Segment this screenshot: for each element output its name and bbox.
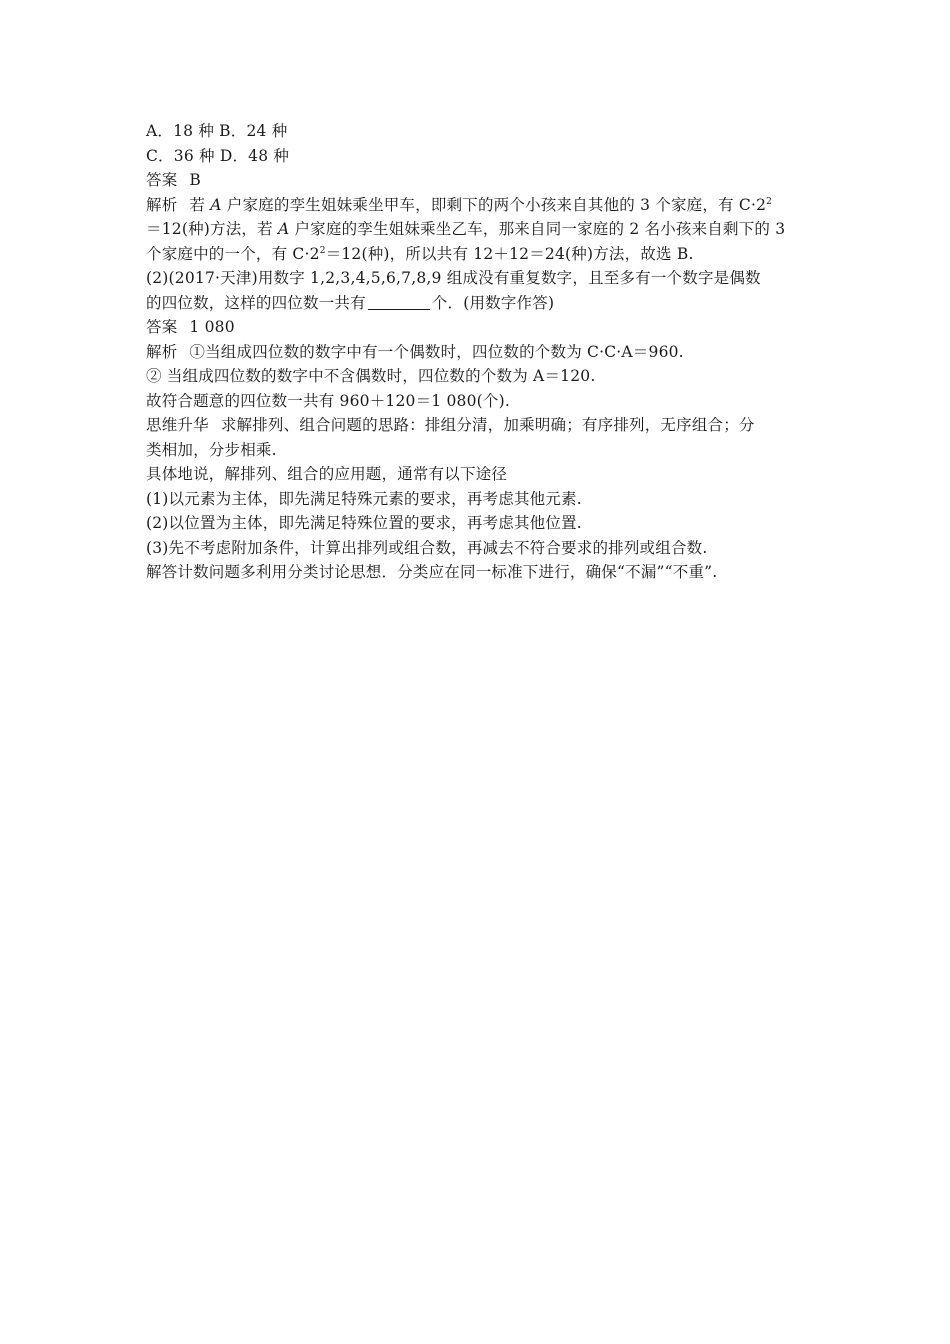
answer-blank	[368, 295, 430, 310]
text-segment: ①当组成四位数的数字中有一个偶数时，四位数的个数为 C·C·A＝960.	[189, 342, 684, 361]
text-segment: ＝12(种)方法，若	[146, 220, 278, 238]
answer-label: 答案	[146, 171, 178, 189]
summary-line-7: 解答计数问题多利用分类讨论思想．分类应在同一标准下进行，确保“不漏”“不重”.	[146, 563, 718, 581]
option-line-ab: A．18 种 B．24 种	[146, 122, 288, 140]
text-segment: 户家庭的孪生姐妹乘坐乙车，那来自同一家庭的 2 名小孩来自剩下的 3	[289, 220, 786, 238]
text-segment: 户家庭的孪生姐妹乘坐甲车，即剩下的两个小孩来自其他的 3 个家庭，有 C·2	[221, 195, 767, 214]
text-segment: 个家庭中的一个，有 C·2	[146, 244, 320, 263]
text-segment: 个．(用数字作答)	[431, 293, 555, 312]
superscript: 2	[766, 196, 773, 207]
q1-analysis-line-1	[146, 193, 826, 218]
answer-label: 答案	[146, 318, 178, 336]
summary-line-5: (2)以位置为主体，即先满足特殊位置的要求，再考虑其他位置.	[146, 514, 582, 532]
summary-label: 思维升华	[146, 416, 209, 434]
summary-line-6: (3)先不考虑附加条件，计算出排列或组合数，再减去不符合要求的排列或组合数.	[146, 538, 708, 557]
summary-line-3: 具体地说，解排列、组合的应用题，通常有以下途径	[146, 465, 508, 483]
q1-analysis-line-3	[146, 242, 826, 267]
summary-line-4: (1)以元素为主体，即先满足特殊元素的要求，再考虑其他元素.	[146, 489, 582, 508]
q2-analysis-line-3: 故符合题意的四位数一共有 960＋120＝1 080(个).	[146, 391, 510, 410]
q2-question-line-2	[146, 291, 826, 316]
q2-analysis-line-1	[146, 340, 826, 365]
text-segment: ＝12(种)，所以共有 12＋12＝24(种)方法，故选 B.	[325, 244, 694, 263]
text-segment: 求解排列、组合问题的思路：排组分清，加乘明确；有序排列，无序组合；分	[220, 416, 755, 434]
variable-a: A	[210, 195, 222, 214]
summary-line-2: 类相加，分步相乘.	[146, 440, 277, 459]
analysis-label: 解析	[146, 195, 178, 214]
q2-answer	[146, 315, 826, 340]
option-line-cd: C．36 种 D．48 种	[146, 146, 290, 165]
document-body	[146, 119, 826, 585]
q2-analysis-line-2: ② 当组成四位数的数字中不含偶数时，四位数的个数为 A＝120.	[146, 367, 596, 385]
q1-analysis-line-2	[146, 217, 826, 242]
variable-a: A	[277, 220, 290, 238]
summary-line-1	[146, 413, 826, 438]
superscript: 2	[319, 245, 326, 256]
answer-value: 1 080	[189, 318, 235, 336]
text-segment: 若	[189, 195, 211, 214]
answer-value: B	[189, 171, 201, 189]
analysis-label: 解析	[146, 342, 178, 361]
text-segment: 的四位数，这样的四位数一共有	[146, 293, 366, 312]
q2-question-line-1: (2)(2017·天津)用数字 1,2,3,4,5,6,7,8,9 组成没有重复数字，且至多有一个数字是偶数	[146, 269, 761, 287]
q1-answer	[146, 168, 826, 193]
